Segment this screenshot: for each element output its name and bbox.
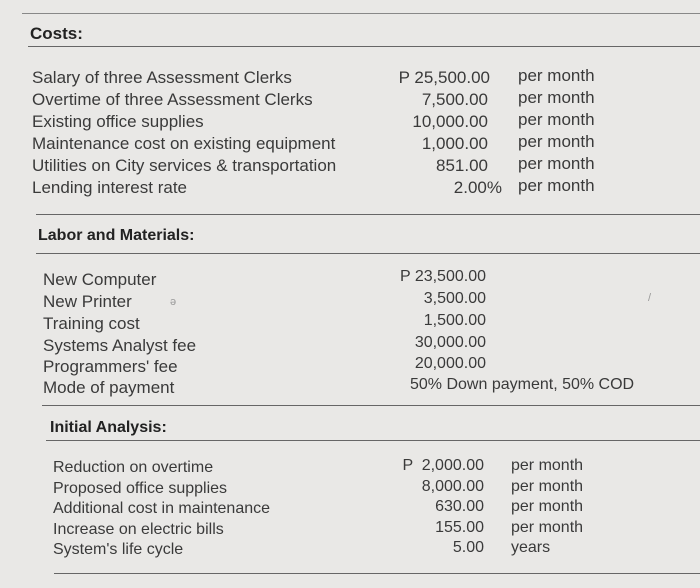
- labor-value: 20,000.00: [414, 355, 486, 372]
- costs-value: 1,000.00: [421, 134, 488, 153]
- initial-value: P 2,000.00: [402, 457, 484, 474]
- costs-label: Utilities on City services & transportation: [32, 156, 337, 175]
- costs-label: Overtime of three Assessment Clerks: [32, 90, 313, 109]
- initial-value: 8,000.00: [421, 478, 484, 495]
- initial-value: 630.00: [435, 498, 484, 515]
- labor-label: Training cost: [43, 314, 140, 333]
- stray-mark: ə: [170, 296, 177, 308]
- costs-heading: Costs:: [30, 24, 83, 43]
- divider: [22, 13, 700, 14]
- costs-label: Existing office supplies: [32, 112, 204, 131]
- costs-unit: per month: [518, 176, 595, 195]
- costs-value: 7,500.00: [421, 90, 488, 109]
- initial-label: Proposed office supplies: [53, 480, 228, 497]
- initial-heading: Initial Analysis:: [50, 419, 167, 436]
- costs-unit: per month: [518, 66, 595, 85]
- labor-label: New Printer: [43, 292, 132, 311]
- labor-value: 30,000.00: [414, 334, 486, 351]
- labor-label: New Computer: [43, 270, 157, 289]
- initial-unit: per month: [511, 519, 584, 536]
- costs-unit: per month: [518, 132, 595, 151]
- costs-label: Lending interest rate: [32, 178, 187, 197]
- stray-mark: /: [648, 292, 652, 304]
- labor-value: 3,500.00: [423, 290, 486, 307]
- labor-label: Systems Analyst fee: [43, 336, 197, 355]
- costs-value: 851.00: [436, 156, 488, 175]
- initial-label: Increase on electric bills: [53, 521, 224, 538]
- costs-unit: per month: [518, 88, 595, 107]
- costs-label: Maintenance cost on existing equipment: [32, 134, 336, 153]
- labor-label: Mode of payment: [43, 378, 175, 397]
- costs-label: Salary of three Assessment Clerks: [32, 68, 292, 87]
- labor-value: 50% Down payment, 50% COD: [410, 376, 635, 393]
- initial-label: System's life cycle: [53, 541, 184, 558]
- initial-value: 155.00: [435, 519, 484, 536]
- costs-value: 2.00%: [453, 178, 502, 197]
- labor-label: Programmers' fee: [43, 357, 178, 376]
- initial-value: 5.00: [452, 539, 484, 556]
- costs-unit: per month: [518, 154, 595, 173]
- labor-value: 1,500.00: [423, 312, 486, 329]
- divider: [54, 573, 700, 574]
- costs-value: 10,000.00: [412, 112, 488, 131]
- labor-heading: Labor and Materials:: [38, 227, 195, 244]
- divider: [36, 253, 700, 254]
- costs-unit: per month: [518, 110, 595, 129]
- initial-label: Reduction on overtime: [53, 459, 214, 476]
- divider: [36, 214, 700, 215]
- initial-unit: per month: [511, 478, 584, 495]
- divider: [46, 440, 700, 441]
- costs-value: P 25,500.00: [398, 68, 490, 87]
- initial-unit: per month: [511, 457, 584, 474]
- initial-label: Additional cost in maintenance: [53, 500, 271, 517]
- labor-value: P 23,500.00: [399, 268, 486, 285]
- initial-unit: per month: [511, 498, 584, 515]
- initial-unit: years: [511, 539, 551, 556]
- divider: [28, 46, 700, 47]
- divider: [42, 405, 700, 406]
